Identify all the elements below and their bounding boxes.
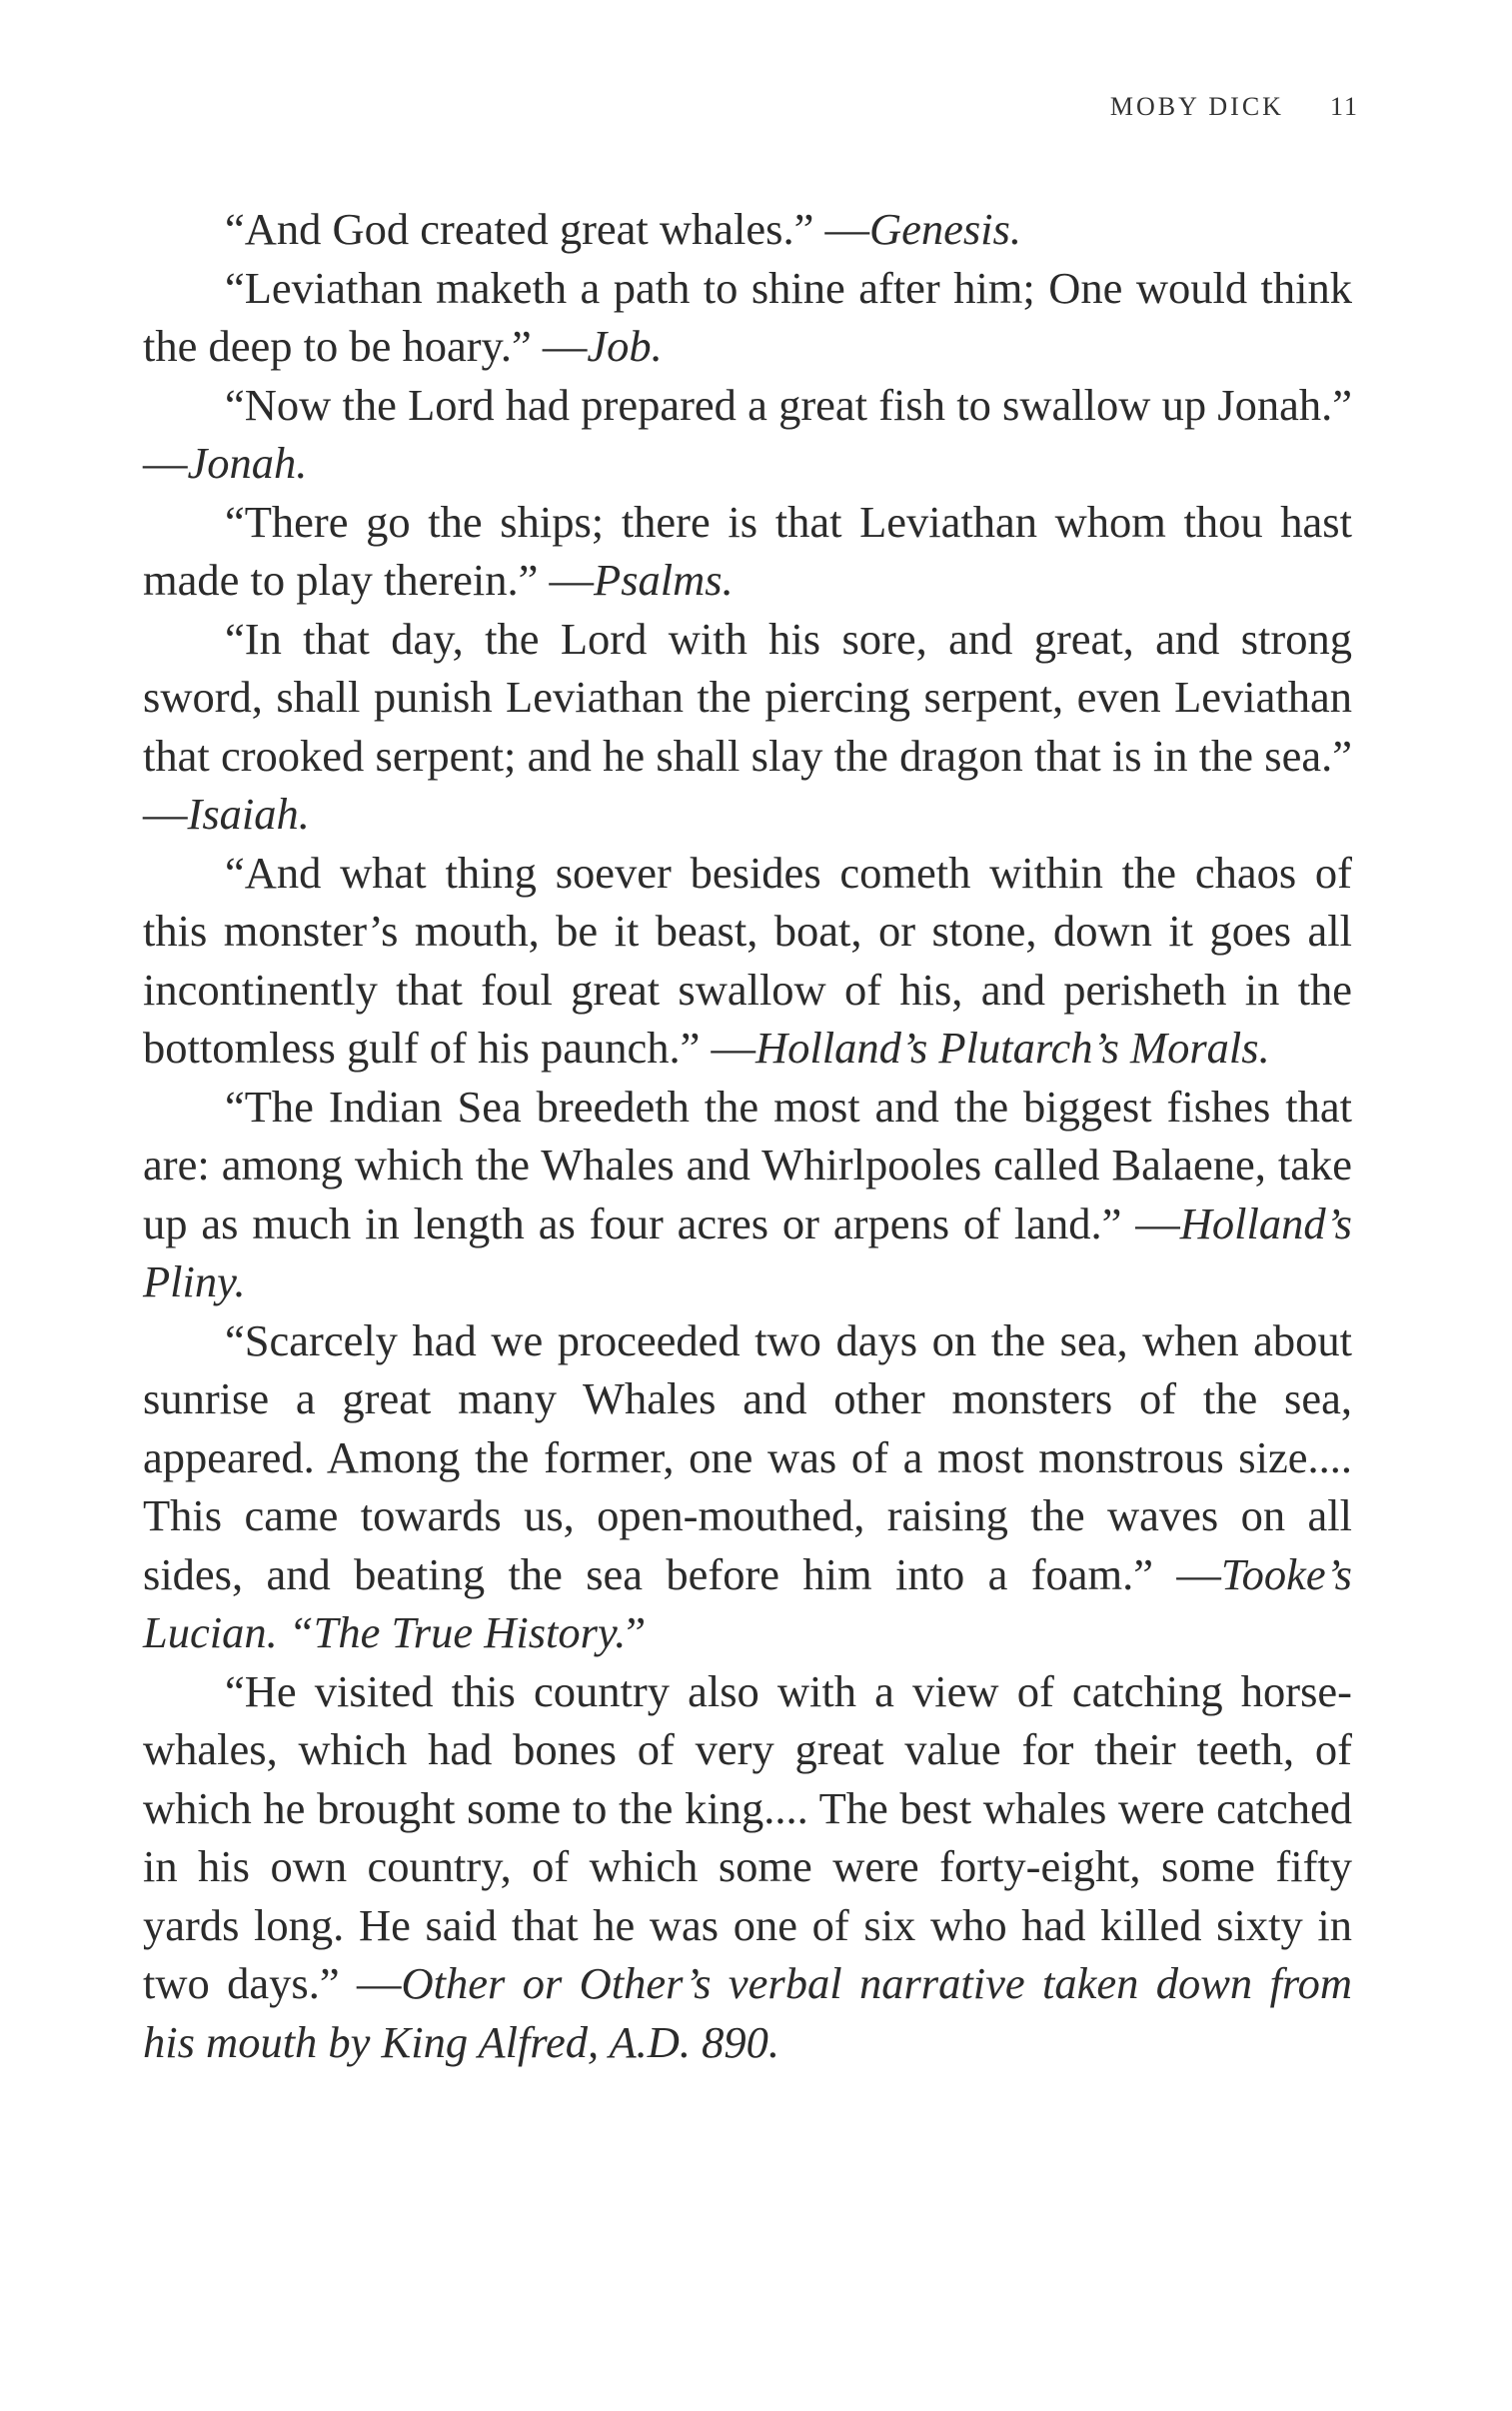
extract-paragraph [143, 1662, 1352, 2072]
extract-tail: ” [626, 1607, 647, 1657]
extracts-text [143, 200, 1352, 2071]
extract-paragraph [143, 1311, 1352, 1662]
extract-source: Jonah. [187, 438, 308, 488]
page-number: 11 [1329, 92, 1359, 121]
extract-paragraph [143, 1078, 1352, 1311]
extract-quote: “The Indian Sea breedeth the most and the biggest fishes that are: among which the Whales and Whirlpooles called Balaene, take up as much in length as four acres or arpens of land.” — [143, 1081, 1352, 1248]
extract-quote: “Now the Lord had prepared a great fish to swallow up Jonah.” — [143, 379, 1352, 488]
extract-paragraph [143, 493, 1352, 610]
extract-quote: “There go the ships; there is that Leviathan whom thou hast made to play therein.” — [143, 496, 1352, 605]
extract-source: Holland’s Pliny. [143, 1198, 1352, 1306]
extract-quote: “And what thing soever besides cometh within the chaos of this monster’s mouth, be it beast, boat, or stone, down it goes all incontinently that foul great swallow of his, and perisheth in the bottomless gulf of his paunch.” — [143, 847, 1352, 1073]
running-head-title: MOBY DICK [1109, 92, 1284, 121]
extract-source: Job. [587, 321, 663, 371]
extract-source: Isaiah. [187, 789, 310, 839]
extract-source: Other or Other’s verbal narrative taken down from his mouth by King Alfred, A.D. 890. [143, 1958, 1352, 2067]
extract-paragraph [143, 376, 1352, 493]
extract-quote: “And God created great whales.” — [225, 204, 869, 254]
extract-source: Tooke’s Lucian. “The True History. [143, 1548, 1352, 1657]
extract-quote: “In that day, the Lord with his sore, and great, and strong sword, shall punish Leviathan the piercing serpent, even Leviathan that crooked serpent; and he shall slay the dragon that is in the sea.” — [143, 613, 1352, 839]
extract-paragraph [143, 200, 1352, 259]
extract-paragraph [143, 610, 1352, 844]
running-head [999, 92, 1359, 122]
extract-quote: “Leviathan maketh a path to shine after him; One would think the deep to be hoary.” — [143, 262, 1352, 371]
extract-quote: “He visited this country also with a view of catching horse-whales, which had bones of very great value for their teeth, of which he brought some to the king.... The best whales were catched in his own country, of which some were forty-eight, some fifty yards long. He said that he was one of six who had killed sixty in two days.” — [143, 1665, 1352, 2008]
extract-source: Psalms. [594, 555, 734, 605]
extract-source: Genesis. [868, 204, 1021, 254]
extract-paragraph [143, 844, 1352, 1078]
extract-paragraph [143, 259, 1352, 376]
extract-source: Holland’s Plutarch’s Morals. [756, 1023, 1270, 1073]
extract-quote: “Scarcely had we proceeded two days on the sea, when about sunrise a great many Whales and other monsters of the sea, appeared. Among the former, one was of a most monstrous size.... This came towards us, open-mouthed, raising the waves on all sides, and beating the sea before him into a foam.” — [143, 1314, 1352, 1599]
